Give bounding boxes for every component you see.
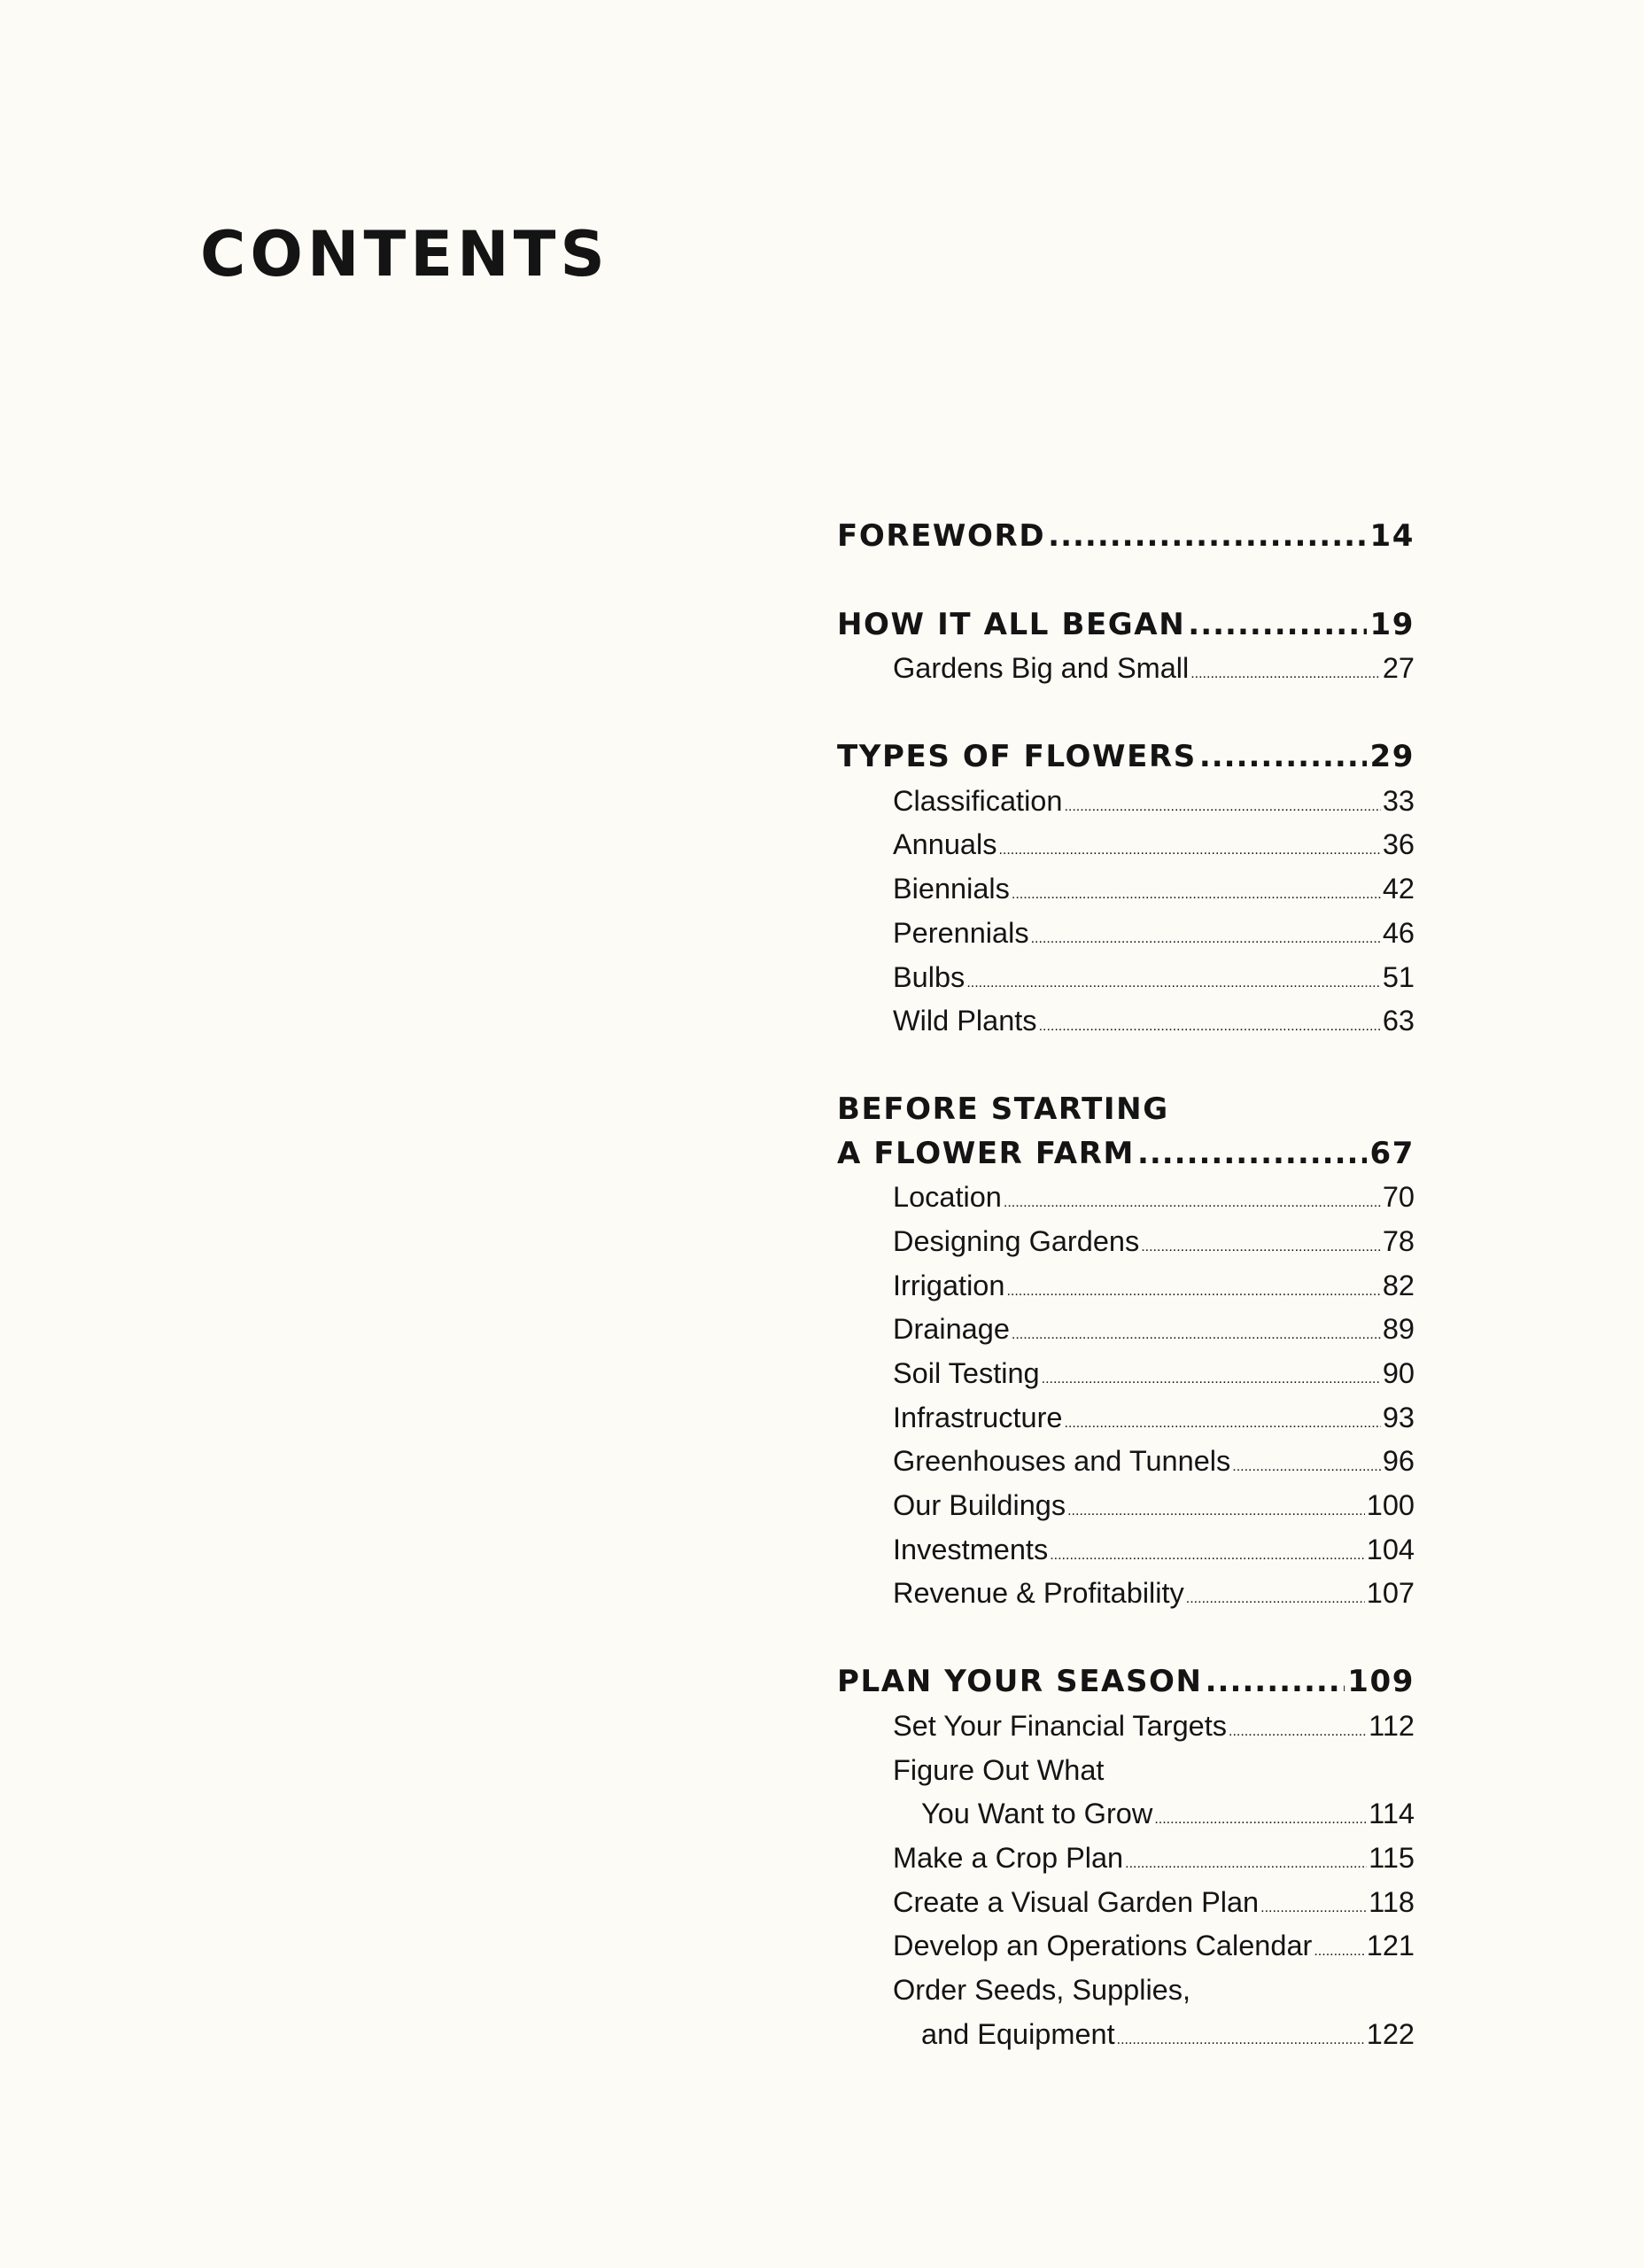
subentry-title: You Want to Grow (921, 1798, 1153, 1830)
dot-leader (1004, 1181, 1381, 1225)
dot-leader (1031, 917, 1381, 961)
subentry-title: Infrastructure (893, 1401, 1063, 1433)
toc-subentry[interactable] (837, 1969, 1415, 2013)
dot-leader (998, 828, 1380, 873)
dot-leader (1229, 1710, 1367, 1754)
page-title: CONTENTS (200, 218, 609, 291)
toc-subentry[interactable] (837, 2013, 1415, 2057)
subentry-title: Irrigation (893, 1269, 1005, 1301)
subentry-title: Investments (893, 1533, 1049, 1565)
page-number: 36 (1382, 828, 1415, 861)
dot-leader (1314, 1930, 1364, 1974)
subentry-title: Revenue & Profitability (893, 1577, 1184, 1610)
subentry-title: Drainage (893, 1313, 1010, 1346)
toc-subentry[interactable] (837, 1484, 1415, 1528)
dot-leader (1012, 1313, 1381, 1357)
subentry-title: Our Buildings (893, 1489, 1066, 1522)
toc-subentry[interactable] (837, 999, 1415, 1044)
dot-leader (1064, 785, 1380, 829)
dot-leader (1206, 1660, 1345, 1705)
dot-leader (1042, 1357, 1381, 1402)
toc-subentry[interactable] (837, 1396, 1415, 1441)
dot-leader (1012, 873, 1381, 917)
page-number: 46 (1382, 916, 1415, 949)
page-number: 89 (1382, 1313, 1415, 1346)
page-number: 93 (1382, 1401, 1415, 1433)
subentry-title: and Equipment (921, 2017, 1115, 2050)
toc-subentry[interactable] (837, 1352, 1415, 1396)
dot-leader (1260, 1886, 1367, 1930)
subentry-title: Gardens Big and Small (893, 652, 1190, 685)
page-number: 67 (1369, 1135, 1415, 1171)
page-number: 122 (1366, 2017, 1415, 2050)
chapter-title: FOREWORD (837, 518, 1046, 554)
subentry-title: Order Seeds, Supplies, (893, 1973, 1191, 2006)
toc-subentry[interactable] (837, 647, 1415, 691)
dot-leader (1006, 1270, 1380, 1314)
toc-subentry[interactable] (837, 1881, 1415, 1925)
subentry-title: Annuals (893, 828, 997, 861)
toc-subentry[interactable] (837, 1440, 1415, 1484)
toc-subentry[interactable] (837, 1792, 1415, 1837)
toc-subentry[interactable] (837, 1572, 1415, 1616)
page-number: 90 (1382, 1357, 1415, 1389)
toc-subentry[interactable] (837, 956, 1415, 1000)
toc-chapter-entry[interactable] (837, 1088, 1415, 1132)
subentry-title: Biennials (893, 873, 1010, 905)
subentry-title: Wild Plants (893, 1005, 1037, 1037)
toc-section (837, 515, 1415, 559)
subentry-title: Perennials (893, 916, 1029, 949)
toc-subentry[interactable] (837, 1308, 1415, 1352)
dot-leader (1067, 1489, 1365, 1534)
dot-leader (1188, 603, 1367, 648)
toc-subentry[interactable] (837, 1924, 1415, 1969)
dot-leader (1141, 1225, 1381, 1270)
dot-leader (1186, 1577, 1365, 1621)
toc-chapter-entry[interactable] (837, 735, 1415, 780)
chapter-title: TYPES OF FLOWERS (837, 739, 1197, 775)
toc-section (837, 1660, 1415, 2056)
subentry-title: Figure Out What (893, 1753, 1105, 1786)
subentry-title: Set Your Financial Targets (893, 1709, 1228, 1742)
toc-chapter-entry[interactable] (837, 1132, 1415, 1177)
page-number: 33 (1382, 784, 1415, 817)
page-number: 82 (1382, 1269, 1415, 1301)
dot-leader (1190, 652, 1381, 696)
toc-section (837, 1088, 1415, 1616)
page-number: 14 (1369, 518, 1415, 554)
table-of-contents (837, 515, 1415, 2101)
toc-subentry[interactable] (837, 867, 1415, 912)
chapter-title: PLAN YOUR SEASON (837, 1664, 1203, 1700)
dot-leader (1232, 1445, 1381, 1489)
page-number: 100 (1366, 1489, 1415, 1522)
page-number: 96 (1382, 1445, 1415, 1478)
chapter-title: BEFORE STARTING (837, 1091, 1169, 1127)
toc-section (837, 603, 1415, 691)
toc-subentry[interactable] (837, 1220, 1415, 1264)
dot-leader (1050, 1534, 1365, 1578)
dot-leader (1048, 515, 1367, 559)
page-number: 19 (1369, 606, 1415, 642)
dot-leader (1064, 1402, 1380, 1446)
subentry-title: Make a Crop Plan (893, 1841, 1124, 1874)
toc-subentry[interactable] (837, 1749, 1415, 1793)
page-number: 107 (1366, 1577, 1415, 1610)
toc-chapter-entry[interactable] (837, 603, 1415, 648)
subentry-title: Create a Visual Garden Plan (893, 1885, 1260, 1918)
page-number: 115 (1369, 1841, 1415, 1874)
page-number: 27 (1382, 652, 1415, 685)
page-number: 63 (1382, 1005, 1415, 1037)
toc-chapter-entry[interactable] (837, 515, 1415, 559)
toc-subentry[interactable] (837, 1176, 1415, 1220)
toc-section (837, 735, 1415, 1044)
subentry-title: Designing Gardens (893, 1224, 1140, 1257)
page-number: 29 (1369, 739, 1415, 775)
subentry-title: Develop an Operations Calendar (893, 1930, 1313, 1962)
subentry-title: Greenhouses and Tunnels (893, 1445, 1231, 1478)
toc-chapter-entry[interactable] (837, 1660, 1415, 1705)
page-number: 104 (1366, 1533, 1415, 1565)
dot-leader (1154, 1798, 1367, 1842)
page-number: 118 (1369, 1885, 1415, 1918)
toc-subentry[interactable] (837, 780, 1415, 824)
page-number: 70 (1382, 1181, 1415, 1214)
page-number: 78 (1382, 1224, 1415, 1257)
toc-subentry[interactable] (837, 823, 1415, 867)
page-number: 121 (1366, 1930, 1415, 1962)
dot-leader (1199, 735, 1368, 780)
dot-leader (1117, 2018, 1365, 2062)
page-number: 112 (1369, 1709, 1415, 1742)
toc-subentry[interactable] (837, 1837, 1415, 1881)
subentry-title: Soil Testing (893, 1357, 1040, 1389)
toc-subentry[interactable] (837, 912, 1415, 956)
subentry-title: Classification (893, 784, 1063, 817)
page-number: 114 (1369, 1798, 1415, 1830)
chapter-title: HOW IT ALL BEGAN (837, 606, 1186, 642)
dot-leader (966, 961, 1381, 1006)
toc-subentry[interactable] (837, 1528, 1415, 1573)
subentry-title: Location (893, 1181, 1002, 1214)
chapter-title: A FLOWER FARM (837, 1135, 1135, 1171)
toc-subentry[interactable] (837, 1705, 1415, 1749)
page-number: 51 (1382, 960, 1415, 993)
dot-leader (1039, 1005, 1381, 1049)
dot-leader (1137, 1132, 1368, 1177)
page-number: 42 (1382, 873, 1415, 905)
toc-subentry[interactable] (837, 1264, 1415, 1309)
dot-leader (1125, 1842, 1367, 1886)
page-number: 109 (1347, 1664, 1415, 1700)
subentry-title: Bulbs (893, 960, 965, 993)
